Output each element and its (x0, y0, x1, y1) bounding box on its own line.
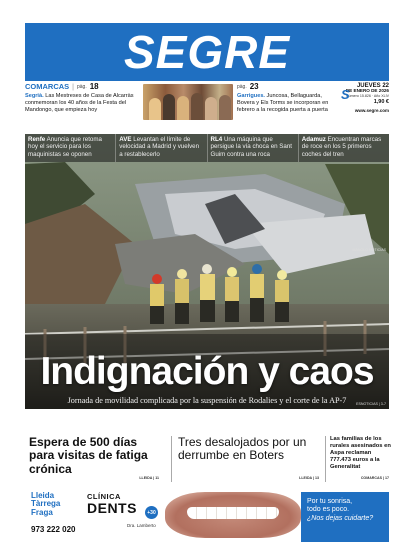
ad-slogan-question: ¿Nos dejas cuidarte? (307, 514, 374, 522)
related-news-keyword: AVE (119, 136, 132, 143)
page-number: 23 (249, 82, 259, 91)
story-page-ref: COMARCAS | 17 (360, 476, 389, 480)
teaser-garrigues[interactable] (237, 83, 337, 121)
page-number: 18 (89, 82, 99, 91)
teeth-icon (187, 507, 279, 519)
ad-clinic-label: CLÍNICA (87, 492, 121, 501)
teaser-body: Las Mestreses de Casa de Alcarràs conmemoran los 40 años de la Festa del Mandongo, que empieza hoy (25, 93, 134, 113)
related-news-item[interactable] (208, 134, 299, 162)
secondary-stories (25, 436, 389, 484)
ad-phone: 973 222 020 (31, 525, 76, 534)
story-page-ref: LLEIDA | 13 (299, 476, 319, 480)
lead-photo (25, 134, 389, 409)
story-item[interactable] (171, 436, 321, 482)
story-item[interactable] (29, 436, 161, 482)
related-news-text: Encuentran marcas de roce en los 5 primeros coches del tren (301, 136, 382, 158)
related-news-text: Una máquina que persigue la vía choca en Sant Guim contra una roca (210, 136, 293, 158)
ad-slogan-line: todo es poco. (307, 506, 350, 514)
ad-brand: DENTS (87, 500, 137, 516)
related-news-keyword: RL4 (210, 136, 223, 143)
page-label: pàg. (237, 83, 247, 90)
teaser-comarcas[interactable] (25, 83, 139, 121)
advertisement[interactable] (25, 488, 389, 544)
main-subheadline: Jornada de movilidad complicada por la suspensión de Rodalies y el corte de la AP-7 (67, 396, 347, 405)
teaser-photo (143, 84, 233, 120)
main-headline[interactable]: Indignación y caos (40, 350, 374, 393)
story-title: Las familias de los rurales asesinados en Aspa reclaman 777.473 euros a la Generalitat (330, 436, 391, 470)
related-news-item[interactable] (299, 134, 389, 162)
story-title: Espera de 500 días para visitas de fatiga crónica (29, 435, 148, 476)
related-news-text: Levantan el límite de velocidad a Madrid y vuelven a restablecerlo (119, 136, 200, 158)
photo-credit: MANOLO NOTICIAS (352, 248, 386, 252)
ad-cities (31, 492, 60, 517)
issue-date: DE ENERO DE 2026 (345, 88, 389, 94)
related-news-item[interactable] (25, 134, 116, 162)
teaser-keyword: Garrigues. (237, 93, 265, 99)
ad-slogan (301, 492, 389, 542)
separator: | (72, 83, 74, 91)
story-page-ref: LLEIDA | 11 (139, 476, 159, 480)
newspaper-logo: SEGRE (123, 26, 291, 78)
teaser-keyword: Segrià. (25, 93, 44, 99)
related-news-keyword: Adamuz (301, 136, 326, 143)
teasers-row (25, 83, 389, 121)
ad-city: Fraga (31, 507, 53, 517)
related-news-item[interactable] (116, 134, 207, 162)
story-item[interactable] (325, 436, 391, 482)
teaser-text (237, 93, 337, 114)
ad-doctor: Dra. Lamberto (127, 523, 156, 528)
story-title: Tres desalojados por un derrumbe en Boters (178, 435, 307, 463)
page-label: pàg. (77, 83, 87, 90)
masthead (25, 23, 389, 81)
smile-image (165, 492, 301, 538)
website[interactable]: www.segre.com (354, 107, 389, 113)
page-reference: ESNOTICIAS | 3-7 (356, 402, 386, 406)
section-label: COMARCAS (25, 82, 70, 92)
issue-number: Número 15.826 · Año XLIV (346, 94, 389, 99)
segre-mini-logo-icon: S (341, 87, 350, 102)
ad-slogan-line: Por tu sonrisa, (307, 498, 353, 505)
ad-anniversary-badge: +30 (145, 506, 158, 519)
issue-weekday: JUEVES 22 (356, 83, 389, 89)
issue-info (341, 83, 389, 121)
ad-city: Lleida (31, 491, 55, 500)
issue-price: 1,90 € (373, 98, 389, 105)
related-news-text: Anuncia que retoma hoy el servicio para los maquinistas se oponen (28, 136, 102, 158)
related-news-keyword: Renfe (28, 136, 46, 143)
teaser-text (25, 93, 139, 114)
teaser-body: Juncosa, Bellaguarda, Bovera y Els Torms se incorporan en febrero a la recogida puerta a puerta (237, 93, 329, 113)
ad-city: Tàrrega (31, 499, 61, 509)
related-news-strip (25, 134, 389, 162)
